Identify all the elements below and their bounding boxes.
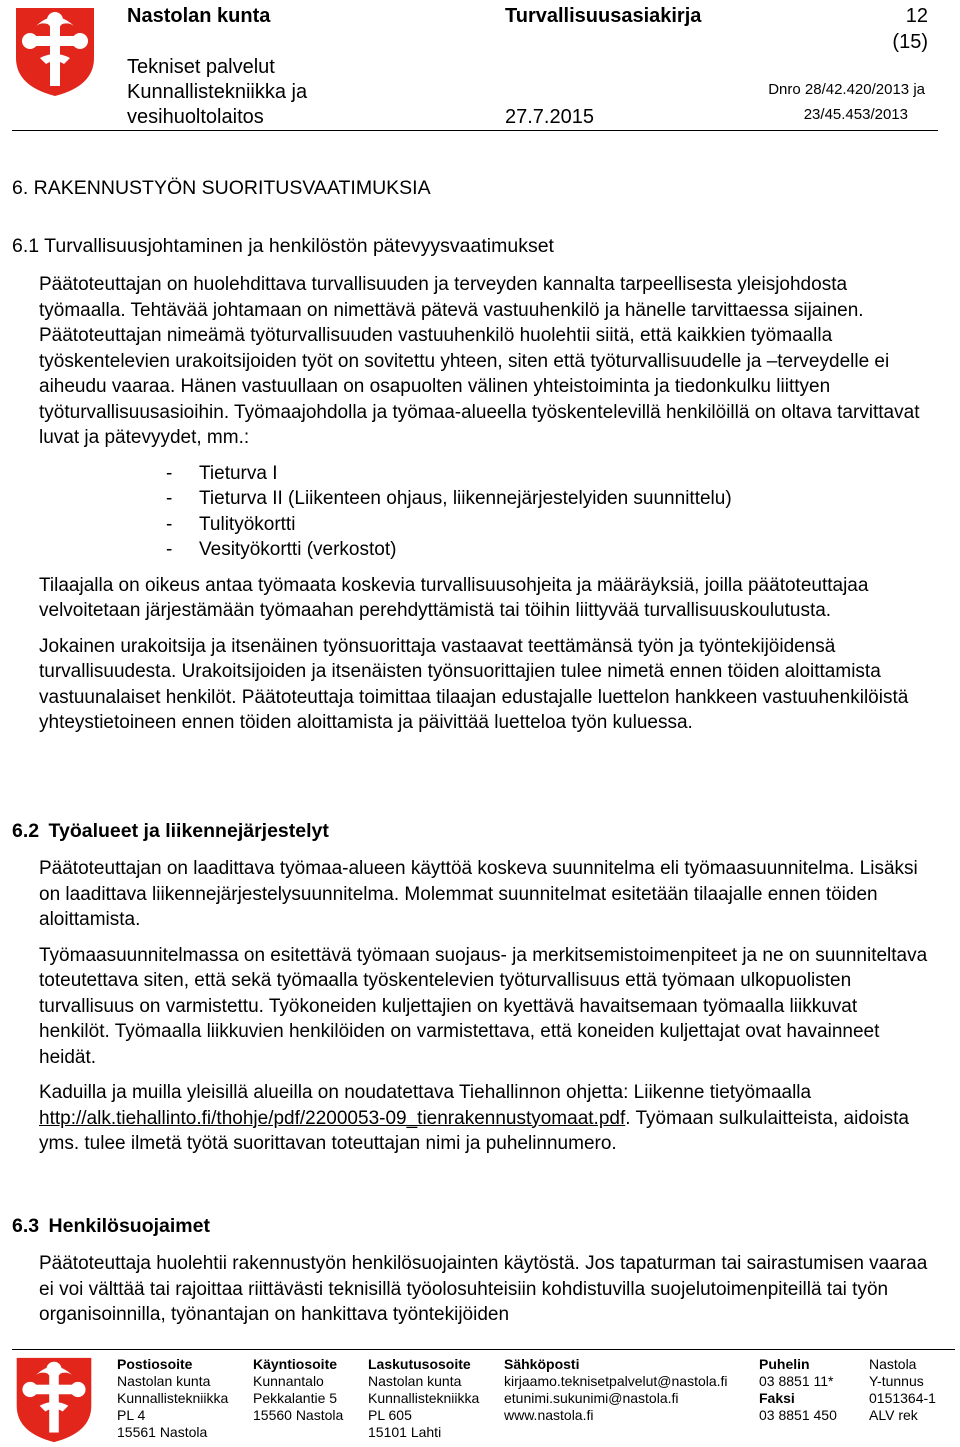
footer-line: Nastola xyxy=(869,1356,917,1372)
footer-line: Nastolan kunta xyxy=(368,1373,462,1389)
paragraph: Työmaasuunnitelmassa on esitettävä työmaan suojaus- ja merkitsemistoimenpiteet ja ne on suunniteltava toteutettava siten, että sekä työmaalla työskentelevien työturvallisuus että työmaan ulkopuolisten turvallisuus on varmistettu. Työkoneiden kuljettajien on kyettävä havaitsemaan työmaalla liikkuvat henkilöt. Työmaalla liikkuvien henkilöiden on varmistettava, että koneiden kuljettajat ovat havainneet heidät. xyxy=(39,944,928,1068)
subsection-number: 6.3 xyxy=(12,1215,40,1237)
footer-email-link[interactable]: kirjaamo.teknisetpalvelut@nastola.fi xyxy=(504,1373,728,1389)
dnro-line-1: Dnro 28/42.420/2013 ja xyxy=(768,81,925,98)
footer-line: 03 8851 11* xyxy=(759,1373,834,1389)
dnro-line-2: 23/45.453/2013 xyxy=(803,106,908,123)
paragraph-text: . Työmaan sulkulaitteista, aidoista yms. tulee ilmetä työtä suorittavan toteuttajan nimi ja puhelinnumero. xyxy=(39,1107,909,1154)
footer-heading: Postiosoite xyxy=(117,1356,193,1372)
footer-website-link[interactable]: www.nastola.fi xyxy=(504,1407,594,1423)
coat-of-arms-icon xyxy=(14,6,96,98)
section-title: 6. RAKENNUSTYÖN SUORITUSVAATIMUKSIA xyxy=(12,177,431,199)
footer-line: PL 605 xyxy=(368,1407,412,1423)
footer-billing-address xyxy=(368,1356,479,1441)
footer-heading: Käyntiosoite xyxy=(253,1356,338,1372)
paragraph-text: Kaduilla ja muilla yleisillä alueilla on noudatettava Tiehallinnon ohjetta: Liikenne tietyömaalla xyxy=(39,1082,812,1103)
footer-visit-address xyxy=(253,1356,343,1424)
paragraph: Päätoteuttaja huolehtii rakennustyön henkilösuojainten käytöstä. Jos tapaturman tai sairastumisen vaaraa ei voi välttää tai rajoittaa riittävästi teknisillä työolosuhteisiin kohdistuvilla suojelutoimenpiteillä tai työn organisoinnilla, työnantajan on hankittava työntekijöiden xyxy=(39,1253,928,1325)
subsection-6-3-body xyxy=(39,1251,929,1328)
footer-line: Y-tunnus xyxy=(869,1373,924,1389)
header-divider xyxy=(12,130,938,131)
subsection-6-2-body xyxy=(39,856,929,1157)
subsection-title-6-2 xyxy=(12,820,329,843)
footer-phone xyxy=(759,1356,837,1424)
footer-line: 15561 Nastola xyxy=(117,1424,208,1440)
footer-email-link[interactable]: etunimi.sukunimi@nastola.fi xyxy=(504,1390,679,1406)
footer-line: PL 4 xyxy=(117,1407,146,1423)
org-name: Nastolan kunta xyxy=(127,5,271,27)
footer-line: Nastolan kunta xyxy=(117,1373,211,1389)
footer-business-id xyxy=(869,1356,936,1424)
paragraph: Päätoteuttajan on huolehdittava turvallisuuden ja terveyden kannalta tarpeellisesta yleisjohdosta työmaalla. Tehtävää johtamaan on nimettävä pätevä vastuuhenkilö ja hänelle tarvittaessa sijainen. Päätoteuttajan nimeämä työturvallisuuden vastuuhenkilö huolehtii siitä, että kaikkien työmaalla työskentelevien urakoitsijoiden työt on sovitettu yhteen, siten että työturvallisuudelle ja –terveydelle ei aiheudu vaaraa. Hänen vastuullaan on osapuolten välinen yhteistoiminta ja tiedonkulku liittyen työturvallisuusasioihin. Työmaajohdolla ja työmaa-alueella työskentelevillä henkilöillä on oltava tarvittavat luvat ja pätevyydet, mm.: xyxy=(39,274,920,448)
subsection-heading: Henkilösuojaimet xyxy=(48,1215,210,1237)
list-item: - Tulityökortti xyxy=(166,512,929,538)
footer-postal-address xyxy=(117,1356,228,1441)
footer-email xyxy=(504,1356,728,1424)
guideline-link[interactable]: http://alk.tiehallinto.fi/thohje/pdf/2200053-09_tienrakennustyomaat.pdf xyxy=(39,1107,626,1129)
footer-line: Kunnallistekniikka xyxy=(368,1390,480,1406)
footer-heading: Laskutusosoite xyxy=(368,1356,471,1372)
paragraph: Jokainen urakoitsija ja itsenäinen työnsuorittaja vastaavat teettämänsä työn ja työntekijöidensä turvallisuudesta. Urakoitsijoiden ja itsenäisten työnsuorittajien tulee nimetä ennen töiden aloittamista vastuunalaiset henkilöt. Päätoteuttaja toimittaa tilaajan edustajalle luettelon hankkeen vastuuhenkilöistä yhteystietoineen ennen töiden aloittamista ja päivittää luetteloa työn kuluessa. xyxy=(39,635,909,733)
unit-sub: vesihuoltolaitos xyxy=(127,106,264,128)
subsection-number: 6.2 xyxy=(12,820,40,842)
coat-of-arms-icon xyxy=(14,1356,94,1444)
paragraph: Päätoteuttajan on laadittava työmaa-alueen käyttöä koskeva suunnitelma eli työmaasuunnitelma. Lisäksi on laadittava liikennejärjestelysuunnitelma. Molemmat suunnitelmat esitetään tilaajalle ennen töiden aloittamista. xyxy=(39,858,918,930)
footer-heading: Sähköposti xyxy=(504,1356,580,1372)
footer-line: Pekkalantie 5 xyxy=(253,1390,338,1406)
subsection-heading: Työalueet ja liikennejärjestelyt xyxy=(48,820,329,842)
document-title: Turvallisuusasiakirja xyxy=(505,5,702,27)
list-item: - Tieturva II (Liikenteen ohjaus, liikennejärjestelyiden suunnittelu) xyxy=(166,486,929,512)
footer-line: 03 8851 450 xyxy=(759,1407,837,1423)
qualification-list xyxy=(166,461,929,563)
footer-heading: Faksi xyxy=(759,1390,795,1406)
page-number: 12 xyxy=(905,5,928,27)
list-item: - Tieturva I xyxy=(166,461,929,487)
footer-heading: Puhelin xyxy=(759,1356,810,1372)
department: Tekniset palvelut xyxy=(127,56,275,78)
footer-line: Kunnantalo xyxy=(253,1373,324,1389)
subsection-title-6-3 xyxy=(12,1215,210,1238)
footer-line: 15560 Nastola xyxy=(253,1407,344,1423)
document-date: 27.7.2015 xyxy=(505,106,594,128)
footer-line: ALV rek xyxy=(869,1407,918,1423)
unit: Kunnallistekniikka ja xyxy=(127,81,308,103)
footer-divider xyxy=(12,1349,955,1350)
paragraph xyxy=(39,1080,929,1157)
footer-line: Kunnallistekniikka xyxy=(117,1390,229,1406)
footer-line: 15101 Lahti xyxy=(368,1424,442,1440)
footer-line: 0151364-1 xyxy=(869,1390,936,1406)
paragraph: Tilaajalla on oikeus antaa työmaata koskevia turvallisuusohjeita ja määräyksiä, joilla päätoteuttajaa velvoitetaan järjestämään työmaahan perehdyttämistä tai töihin liittyvää turvallisuuskoulutusta. xyxy=(39,574,869,621)
subsection-title-6-1: 6.1 Turvallisuusjohtaminen ja henkilöstön pätevyysvaatimukset xyxy=(12,235,554,257)
page-total: (15) xyxy=(892,31,928,53)
subsection-6-1-body xyxy=(39,272,929,736)
list-item: - Vesityökortti (verkostot) xyxy=(166,537,929,563)
